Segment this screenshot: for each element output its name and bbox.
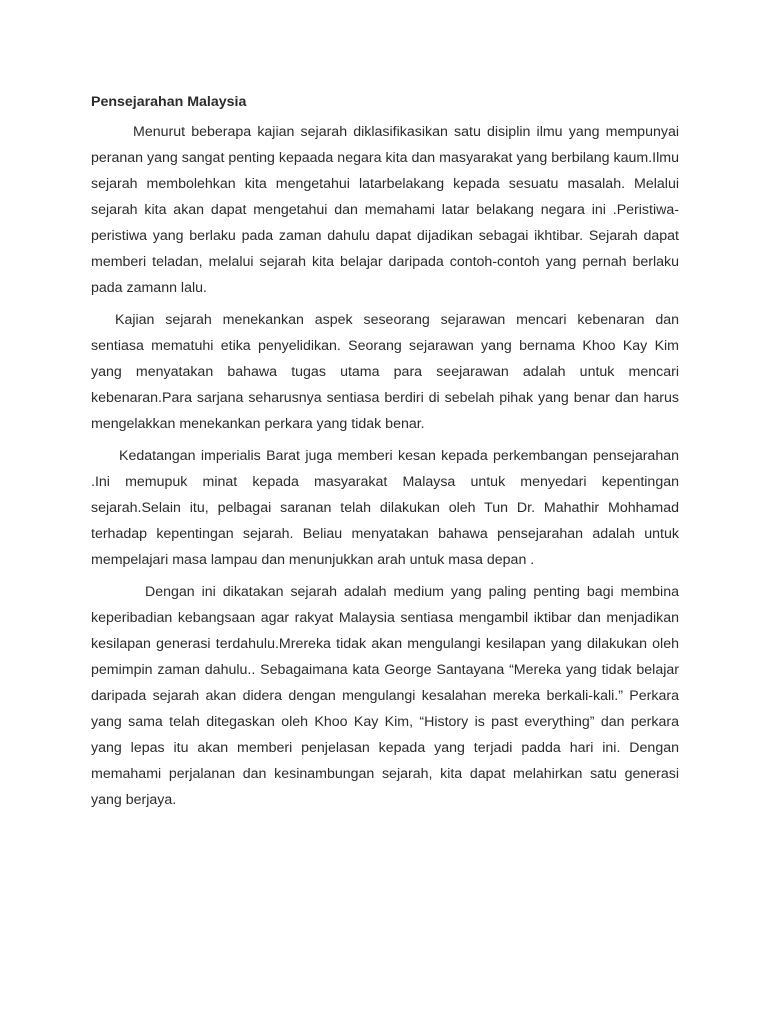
paragraph-4: Dengan ini dikatakan sejarah adalah medium yang paling penting bagi membina keperibadian kebangsaan agar rakyat Malaysia sentiasa mengambil iktibar dan menjadikan kesilapan generasi terdahulu.Mrereka tidak akan mengulangi kesilapan yang dilakukan oleh pemimpin zaman dahulu.. Sebagaimana kata George Santayana “Mereka yang tidak belajar daripada sejarah akan didera dengan mengulangi kesalahan mereka berkali-kali.” Perkara yang sama telah ditegaskan oleh Khoo Kay Kim, “History is past everything” dan perkara yang lepas itu akan memberi penjelasan kepada yang terjadi padda hari ini. Dengan memahami perjalanan dan kesinambungan sejarah, kita dapat melahirkan satu generasi yang berjaya. [91,584,679,808]
paragraph-3: Kedatangan imperialis Barat juga memberi kesan kepada perkembangan pensejarahan .Ini memupuk minat kepada masyarakat Malaysa untuk menyedari kepentingan sejarah.Selain itu, pelbagai saranan telah dilakukan oleh Tun Dr. Mahathir Mohhamad terhadap kepentingan sejarah. Beliau menyatakan bahawa pensejarahan adalah untuk mempelajari masa lampau dan menunjukkan arah untuk masa depan . [91,448,679,568]
paragraph-2: Kajian sejarah menekankan aspek seseorang sejarawan mencari kebenaran dan sentiasa mematuhi etika penyelidikan. Seorang sejarawan yang bernama Khoo Kay Kim yang menyatakan bahawa tugas utama para seejarawan adalah untuk mencari kebenaran.Para sarjana seharusnya sentiasa berdiri di sebelah pihak yang benar dan harus mengelakkan menekankan perkara yang tidak benar. [91,312,679,432]
document-body [91,91,679,819]
document-title: Pensejarahan Malaysia [91,94,247,110]
paragraph-1: Menurut beberapa kajian sejarah diklasifikasikan satu disiplin ilmu yang mempunyai peranan yang sangat penting kepaada negara kita dan masyarakat yang berbilang kaum.Ilmu sejarah membolehkan kita mengetahui latarbelakang kepada sesuatu masalah. Melalui sejarah kita akan dapat mengetahui dan memahami latar belakang negara ini .Peristiwa- peristiwa yang berlaku pada zaman dahulu dapat dijadikan sebagai ikhtibar. Sejarah dapat memberi teladan, melalui sejarah kita belajar daripada contoh-contoh yang pernah berlaku pada zamann lalu. [91,124,679,296]
